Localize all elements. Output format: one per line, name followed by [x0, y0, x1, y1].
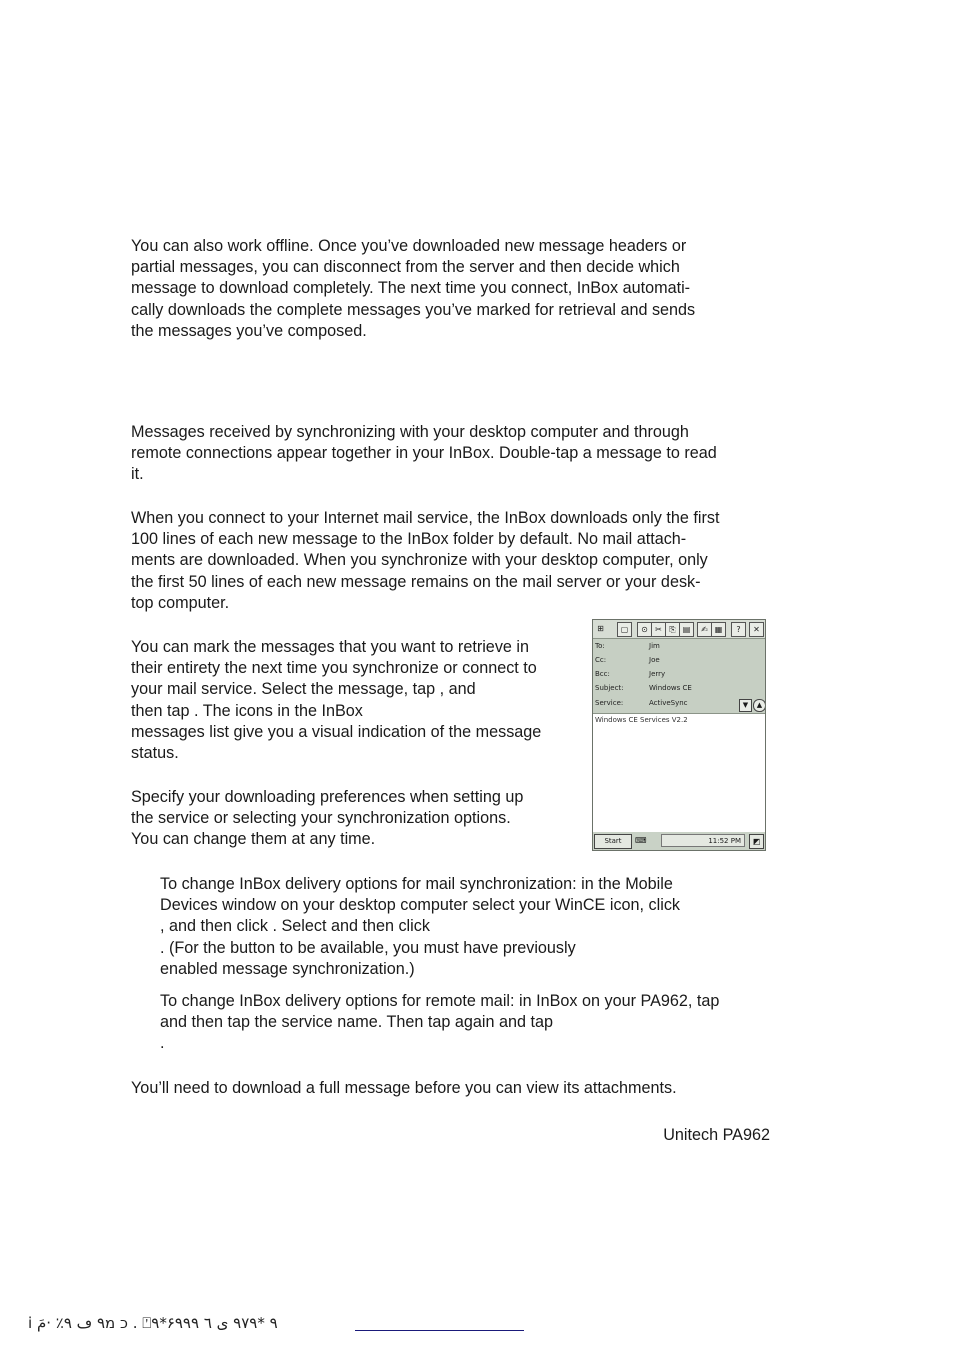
cc-label: Cc: — [595, 656, 607, 664]
start-button: Start — [594, 834, 632, 849]
chevron-down-icon: ▼ — [739, 699, 752, 712]
pda-screenshot — [592, 619, 766, 851]
pda-toolbar — [593, 620, 765, 639]
paragraph-attachments: You’ll need to download a full message before you can view its attachments. — [131, 1079, 677, 1097]
system-clock: 11:52 PM — [661, 834, 745, 847]
keyboard-icon: ▦ — [711, 622, 726, 637]
cc-value: Joe — [649, 656, 660, 664]
service-value: ActiveSync — [649, 699, 688, 707]
paragraph-sync-options: To change InBox delivery options for mail synchronization: in the Mobile Devices window on your desktop computer select your WinCE icon, click , and then click . Select and then click . (For the button to be available, you must have previously enabled message synchronization.) — [160, 875, 681, 978]
attach-icon: ⊙ — [637, 622, 652, 637]
pen-icon: ✍ — [697, 622, 712, 637]
help-icon: ? — [731, 622, 746, 637]
pda-taskbar — [593, 832, 765, 850]
desktop-icon: ◩ — [749, 834, 764, 849]
to-value: Jim — [649, 642, 660, 650]
paragraph-offline: You can also work offline. Once you’ve downloaded new message headers or partial messages, you can disconnect from the server and then decide which message to download completely. The next time you connect, InBox automati- cally downloads the complete messages you’ve marked for retrieval and sends the messages you’ve composed. — [131, 237, 696, 340]
paragraph-download-preferences: Specify your downloading preferences when setting up the service or selecting your synchronization options. You can change them at any time. — [131, 788, 524, 849]
paragraph-remote-options: To change InBox delivery options for remote mail: in InBox on your PA962, tap and then tap the service name. Then tap again and tap . — [160, 992, 720, 1053]
footer-rule — [355, 1330, 524, 1331]
paragraph-download-limits: When you connect to your Internet mail service, the InBox downloads only the first 100 lines of each new message to the InBox folder by default. No mail attach- ments are downloaded. When you synchronize with your desktop computer, only the first 50 lines of each new message remains on the mail server or your desk- top computer. — [131, 509, 720, 612]
bcc-label: Bcc: — [595, 670, 610, 678]
bcc-value: Jerry — [649, 670, 666, 678]
service-label: Service: — [595, 699, 624, 707]
paragraph-mark-messages: You can mark the messages that you want to retrieve in their entirety the next time you synchronize or connect to your mail service. Select the message, tap , and then tap . The icons in the InBox messages list give you a visual indication of the message status. — [131, 638, 542, 763]
paste-icon: ▤ — [679, 622, 694, 637]
paragraph-messages-received: Messages received by synchronizing with your desktop computer and through remote connections appear together in your InBox. Double-tap a message to read it. — [131, 423, 717, 484]
app-icon: ⊞ — [597, 624, 604, 633]
subject-label: Subject: — [595, 684, 624, 692]
cut-icon: ✂ — [651, 622, 666, 637]
close-icon: ✕ — [749, 622, 764, 637]
footer-garbled-text: i כ מ٩ ڡ ٩٪ ·مَ . ⍞٩*۶٩ *٩٧٩ ى ٦ ٩٩٩ — [28, 1314, 278, 1332]
copy-icon: ⎘ — [665, 622, 680, 637]
message-body-text: Windows CE Services V2.2 — [595, 716, 688, 724]
expand-icon: ▲ — [753, 699, 766, 712]
input-panel-icon: ⌨ — [635, 836, 647, 845]
send-icon: ▢ — [617, 622, 632, 637]
message-body — [593, 713, 765, 833]
to-label: To: — [595, 642, 605, 650]
subject-value: Windows CE — [649, 684, 692, 692]
product-name: Unitech PA962 — [663, 1126, 770, 1144]
